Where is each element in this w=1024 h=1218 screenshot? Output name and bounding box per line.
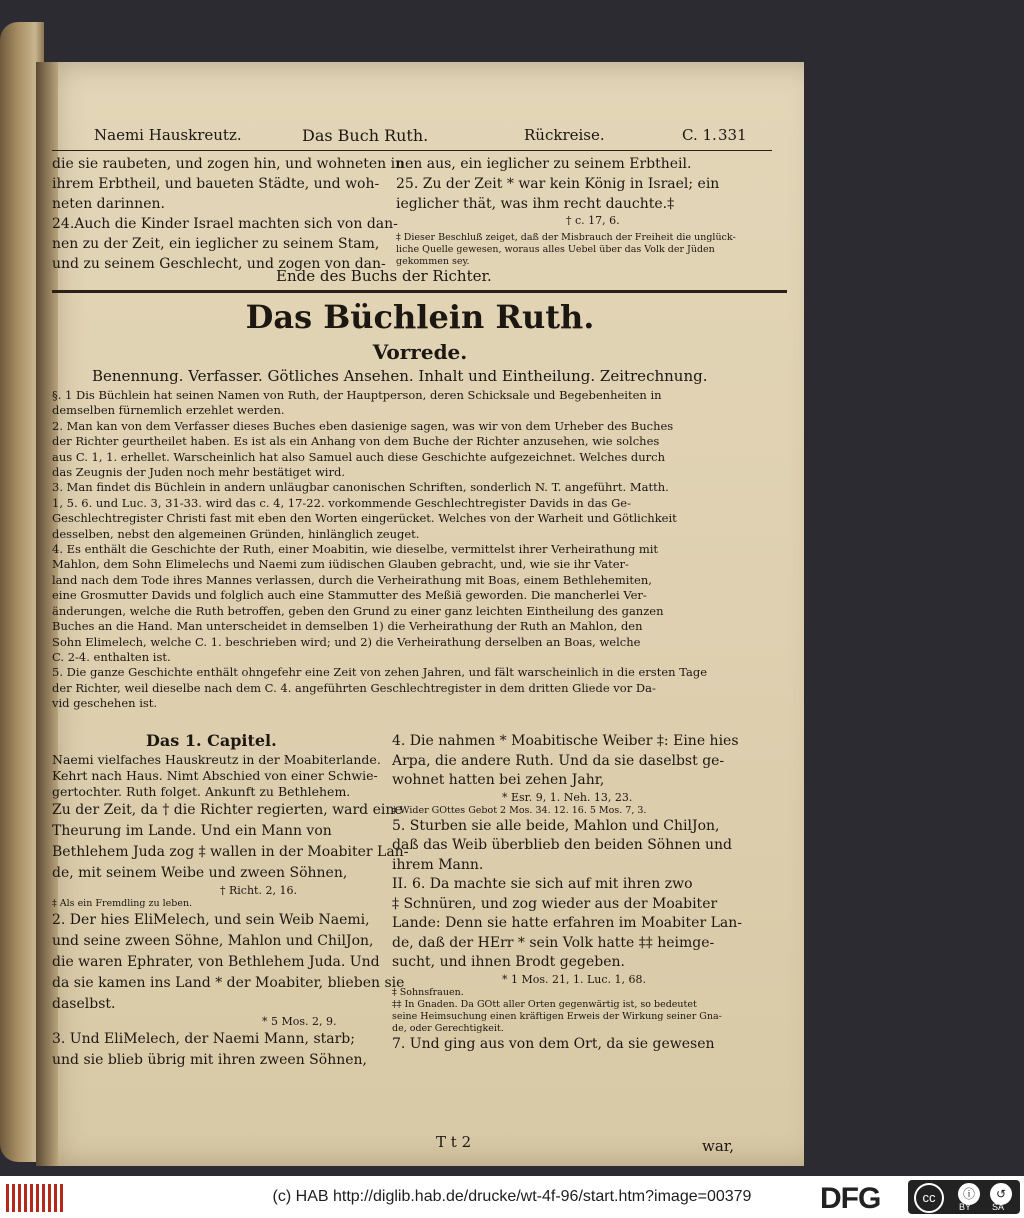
text-line: 7. Und ging aus von dem Ort, da sie gewesen: [392, 1035, 715, 1052]
text-line: Theurung im Lande. Und ein Mann von: [52, 823, 332, 839]
text-line: ‡ Schnüren, und zog wieder aus der Moabiter: [392, 895, 718, 912]
signature-mark: T t 2: [436, 1133, 472, 1151]
text-line: 5. Sturben sie alle beide, Mahlon und ChilJon,: [392, 817, 720, 834]
text-line: de, daß der HErr * sein Volk hatte ‡‡ heimge-: [392, 934, 715, 951]
text-line: de, mit seinem Weibe und zween Söhnen,: [52, 865, 348, 881]
text-line: das Zeugnis der Juden noch mehr bestätiget wird.: [52, 465, 345, 480]
text-line: * Esr. 9, 1. Neh. 13, 23.: [502, 790, 633, 804]
text-line: ‡ Wider GOttes Gebot 2 Mos. 34. 12. 16. 5 Mos. 7, 3.: [392, 804, 647, 816]
text-line: 4. Es enthält die Geschichte der Ruth, einer Moabitin, wie dieselbe, vermittelst ihrer Verheirathung mit: [52, 542, 659, 557]
text-line: und sie blieb übrig mit ihren zween Söhnen,: [52, 1052, 367, 1068]
text-line: 1, 5. 6. und Luc. 3, 31-33. wird das c. 4, 17-22. vorkommende Geschlechtregister Davids in das Ge-: [52, 495, 631, 510]
creative-commons-badge[interactable]: [908, 1180, 1020, 1214]
catchword: war,: [702, 1137, 735, 1155]
text-line: änderungen, welche die Ruth betroffen, geben den Grund zu einer ganz leichten Eintheilung des ganzen: [52, 603, 664, 618]
preface-title: Vorrede.: [372, 340, 468, 364]
header-center: Das Buch Ruth.: [302, 126, 429, 145]
text-line: §. 1 Dis Büchlein hat seinen Namen von Ruth, der Hauptperson, deren Schicksale und Begebenheiten in: [52, 388, 662, 402]
cc-sa-label: SA: [992, 1202, 1005, 1212]
by-icon: ⓘ: [956, 1181, 982, 1207]
text-line: die sie raubeten, und zogen hin, und wohneten in: [52, 156, 405, 172]
text-line: Zu der Zeit, da † die Richter regierten, ward eine: [52, 802, 403, 818]
text-line: 2. Man kan von dem Verfasser dieses Buches eben dasienige sagen, was wir von dem Urheber des Buches: [52, 418, 674, 433]
text-line: 25. Zu der Zeit * war kein König in Israel; ein: [396, 176, 720, 192]
text-line: Arpa, die andere Ruth. Und da sie daselbst ge-: [392, 752, 725, 769]
text-line: ieglicher thät, was ihm recht dauchte.‡: [396, 196, 675, 212]
text-line: 24.Auch die Kinder Israel machten sich von dan-: [52, 216, 398, 232]
text-line: der Richter geurtheilet haben. Es ist als ein Anhang von dem Buche der Richter anzusehen, wie solches: [52, 434, 660, 449]
section-rule: [52, 290, 787, 293]
text-line: ihrem Erbtheil, und baueten Städte, und woh-: [52, 176, 380, 192]
text-line: * 1 Mos. 21, 1. Luc. 1, 68.: [502, 972, 647, 986]
text-line: C. 2-4. enthalten ist.: [52, 649, 171, 664]
text-line: liche Quelle gewesen, woraus alles Uebel über das Volk der Jüden: [396, 244, 715, 255]
text-line: sucht, und ihnen Brodt gegeben.: [392, 954, 625, 970]
sa-icon: ↺: [988, 1181, 1014, 1207]
text-line: Buches an die Hand. Man unterscheidet in demselben 1) die Verheirathung der Ruth an Mahlon, den: [52, 619, 643, 634]
text-line: de, oder Gerechtigkeit.: [392, 1022, 504, 1034]
text-line: desselben, nebst den algemeinen Gründen, hinlänglich zeuget.: [52, 526, 420, 541]
text-line: nen zu der Zeit, ein ieglicher zu seinem Stam,: [52, 236, 380, 252]
chapter-summary: [52, 752, 381, 800]
header-right: Rückreise.: [524, 126, 605, 144]
text-line: neten darinnen.: [52, 196, 165, 212]
text-line: II. 6. Da machte sie sich auf mit ihren zwo: [392, 876, 693, 892]
text-line: 3. Und EliMelech, der Naemi Mann, starb;: [52, 1031, 355, 1047]
copyright-link[interactable]: (c) HAB http://diglib.hab.de/drucke/wt-4f-96/start.htm?image=00379: [272, 1188, 752, 1205]
text-line: eine Grosmutter Davids und folglich auch eine Stammutter des Meßiä geworden. Die mancherlei Ver-: [52, 588, 647, 603]
text-line: daselbst.: [52, 996, 116, 1012]
text-line: 5. Die ganze Geschichte enthält ohngefehr eine Zeit von zehen Jahren, und fält warscheinlich in die ersten Tage: [52, 665, 708, 680]
text-line: † c. 17, 6.: [566, 214, 620, 227]
text-line: land nach dem Tode ihres Mannes verlassen, durch die Verheirathung mit Boas, einem Bethlehemiten,: [52, 572, 652, 587]
book-title: Das Büchlein Ruth.: [245, 298, 595, 336]
text-line: und seine zween Söhne, Mahlon und ChilJon,: [52, 933, 374, 949]
text-line: ‡ Als ein Fremdling zu leben.: [52, 898, 193, 909]
text-line: der Richter, weil dieselbe nach dem C. 4. angeführten Geschlechtregister in dem dritten Gliede vor Da-: [52, 680, 656, 695]
preface-body: [52, 388, 707, 712]
text-line: 4. Die nahmen * Moabitische Weiber ‡: Eine hies: [392, 733, 739, 749]
text-line: und zu seinem Geschlecht, und zogen von dan-: [52, 256, 386, 272]
end-of-judges: Ende des Buchs der Richter.: [276, 267, 492, 285]
right-column: [392, 732, 742, 1054]
text-line: gekommen sey.: [396, 256, 470, 267]
text-line: 2. Der hies EliMelech, und sein Weib Naemi,: [52, 912, 370, 928]
text-line: Sohn Elimelech, welche C. 1. beschrieben wird; und 2) die Verheirathung derselben an Boas, welche: [52, 634, 641, 649]
text-line: gertochter. Ruth folget. Ankunft zu Bethlehem.: [52, 784, 351, 799]
text-line: nen aus, ein ieglicher zu seinem Erbtheil.: [396, 156, 692, 172]
text-line: Geschlechtregister Christi fast mit eben den Worten eingerücket. Welches von der Warheit und Götlichkeit: [52, 511, 677, 526]
text-line: ‡ Dieser Beschluß zeiget, daß der Misbrauch der Freiheit die unglück-: [396, 232, 736, 243]
cc-by-label: BY: [959, 1202, 972, 1212]
text-line: da sie kamen ins Land * der Moabiter, blieben sie: [52, 975, 405, 991]
cc-icon: cc: [914, 1183, 944, 1213]
text-line: ‡‡ In Gnaden. Da GOtt aller Orten gegenwärtig ist, so bedeutet: [392, 998, 697, 1010]
header-chapter: C. 1.: [682, 126, 717, 144]
text-line: Naemi vielfaches Hauskreutz in der Moabiterlande.: [52, 752, 381, 767]
text-line: † Richt. 2, 16.: [220, 884, 297, 897]
chapter-heading: Das 1. Capitel.: [146, 731, 277, 750]
footer-bar: [0, 1176, 1024, 1218]
text-line: Lande: Denn sie hatte erfahren im Moabiter Lan-: [392, 915, 742, 931]
text-line: seine Heimsuchung einen kräftigen Erweis der Wirkung seiner Gna-: [392, 1010, 722, 1022]
header-rule: [52, 150, 772, 151]
left-column: [52, 800, 408, 1071]
page-number: 331: [718, 126, 747, 144]
text-line: aus C. 1, 1. erhellet. Warscheinlich hat also Samuel auch diese Geschichte aufgezeichnet. Welches durch: [52, 449, 666, 464]
text-line: wohnet hatten bei zehen Jahr,: [392, 772, 605, 788]
top-right-column: [396, 154, 719, 228]
text-line: 3. Man findet dis Büchlein in andern unläugbar canonischen Schriften, sonderlich N. T. angeführt. Matth.: [52, 480, 669, 495]
text-line: ‡ Sohnsfrauen.: [392, 986, 464, 998]
top-footnote: [396, 232, 736, 268]
text-line: daß das Weib überblieb den beiden Söhnen und: [392, 837, 732, 853]
text-line: die waren Ephrater, von Bethlehem Juda. Und: [52, 954, 380, 970]
preface-summary: Benennung. Verfasser. Götliches Ansehen. Inhalt und Eintheilung. Zeitrechnung.: [92, 367, 708, 385]
top-left-column: [52, 154, 404, 274]
text-line: Mahlon, dem Sohn Elimelechs und Naemi zum iüdischen Glauben gebracht, und, wie sie ihr Vater-: [52, 557, 629, 572]
header-left: Naemi Hauskreutz.: [94, 126, 242, 144]
text-line: Kehrt nach Haus. Nimt Abschied von einer Schwie-: [52, 768, 378, 783]
text-line: Bethlehem Juda zog ‡ wallen in der Moabiter Lan-: [52, 844, 409, 860]
text-line: demselben fürnemlich erzehlet werden.: [52, 403, 285, 418]
book-page: [36, 62, 804, 1166]
text-line: vid geschehen ist.: [52, 696, 158, 711]
text-line: * 5 Mos. 2, 9.: [262, 1015, 337, 1028]
text-line: ihrem Mann.: [392, 856, 484, 873]
dfg-logo: DFG: [820, 1182, 881, 1215]
